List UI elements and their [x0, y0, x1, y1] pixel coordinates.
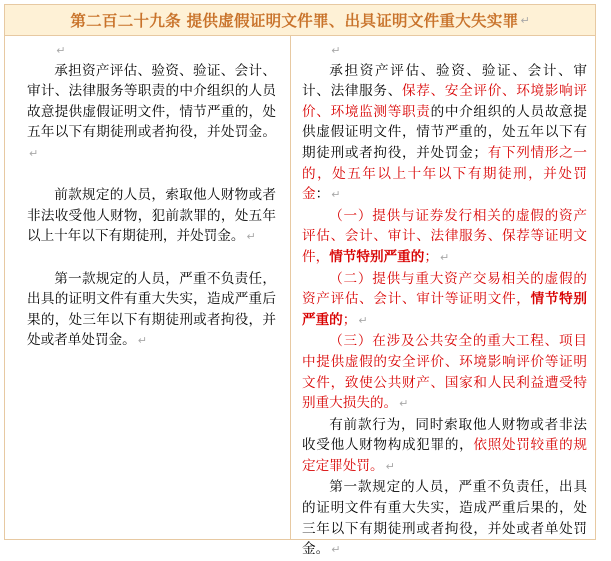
right-p1-text-a: 承担资产评估、验资、验证、会计、审计、法律服务、 [302, 62, 587, 100]
paragraph-mark: ↵ [331, 188, 341, 202]
right-p6-text: 第一款规定的人员，严重不负责任，出具的证明文件有重大失实，造成严重后果的，处三年以下有期徒刑或者拘役，并处或者单处罚金。 [302, 479, 587, 558]
right-p2-bold: 情节特别严重的 [329, 248, 425, 265]
article-title: 第二百二十九条 提供虚假证明文件罪、出具证明文件重大失实罪 [70, 12, 519, 30]
paragraph-mark: ↵ [520, 13, 530, 27]
paragraph-mark: ↵ [246, 230, 256, 244]
left-paragraph-3 [27, 269, 276, 352]
table-header [5, 5, 595, 36]
right-paragraph-1 [302, 61, 587, 206]
paragraph-mark: ↵ [331, 44, 341, 57]
right-paragraph-4 [302, 331, 587, 414]
right-paragraph-5 [302, 415, 587, 478]
new-text-column [292, 36, 595, 558]
right-p5-added-b: 依照处罚较重的规定定罪处罚。 [302, 437, 588, 474]
paragraph-mark: ↵ [439, 250, 450, 264]
comparison-table [4, 4, 596, 558]
paragraph-mark: ↵ [137, 334, 147, 348]
right-paragraph-3 [302, 269, 587, 332]
left-paragraph-2-text: 前款规定的人员，索取他人财物或者非法收受他人财物，犯前款罪的，处五年以上十年以下有期徒刑，并处罚金。 [27, 187, 276, 245]
left-paragraph-3-text: 第一款规定的人员，严重不负责任，出具的证明文件有重大失实，造成严重后果的，处三年以下有期徒刑或者拘役，并处或者单处罚金。 [27, 270, 276, 349]
paragraph-mark: ↵ [358, 313, 368, 327]
paragraph-mark: ↵ [56, 44, 66, 57]
left-paragraph-1 [27, 61, 276, 165]
right-p1-text-e: ： [315, 186, 330, 203]
right-p2-text-c: ； [424, 248, 438, 265]
right-p1-text-c: 的中介组织的人员故意提供虚假证明文件，情节严重的，处五年以下有期徒刑或者拘役，并处罚金； [302, 103, 588, 161]
left-paragraph-1-text: 承担资产评估、验资、验证、会计、审计、法律服务等职责的中介组织的人员故意提供虚假证明文件，情节严重的，处五年以下有期徒刑或者拘役，并处罚金。 [27, 62, 276, 141]
blank-line [302, 40, 587, 61]
paragraph-mark: ↵ [331, 543, 341, 557]
right-paragraph-2 [302, 206, 587, 269]
right-p3-bold: 情节特别严重的 [302, 291, 588, 328]
paragraph-mark: ↵ [29, 146, 39, 160]
left-paragraph-2 [27, 185, 276, 248]
right-p4-text: （三）在涉及公共安全的重大工程、项目中提供虚假的安全评价、环境影响评价等证明文件，致使公共财产、国家和人民利益遭受特别重大损失的。 [302, 333, 587, 412]
paragraph-mark: ↵ [385, 459, 395, 473]
right-p1-added-b: 保荐、安全评价、环境影响评价、环境监测等职责 [302, 83, 588, 120]
right-p1-added-d: 有下列情形之一的，处五年以上十年以下有期徒刑，并处罚金 [302, 144, 588, 203]
blank-line [27, 40, 276, 61]
paragraph-mark: ↵ [399, 397, 409, 411]
right-p3-text-a: （二）提供与重大资产交易相关的虚假的资产评估、会计、审计等证明文件， [302, 270, 587, 308]
right-p5-text-a: 有前款行为，同时索取他人财物或者非法收受他人财物构成犯罪的， [302, 416, 587, 454]
right-p3-text-c: ； [342, 311, 357, 328]
old-text-column [5, 36, 291, 539]
right-paragraph-6 [302, 477, 587, 560]
right-p2-text-a: （一）提供与证券发行相关的虚假的资产评估、会计、审计、法律服务、保荐等证明文件， [302, 207, 587, 265]
